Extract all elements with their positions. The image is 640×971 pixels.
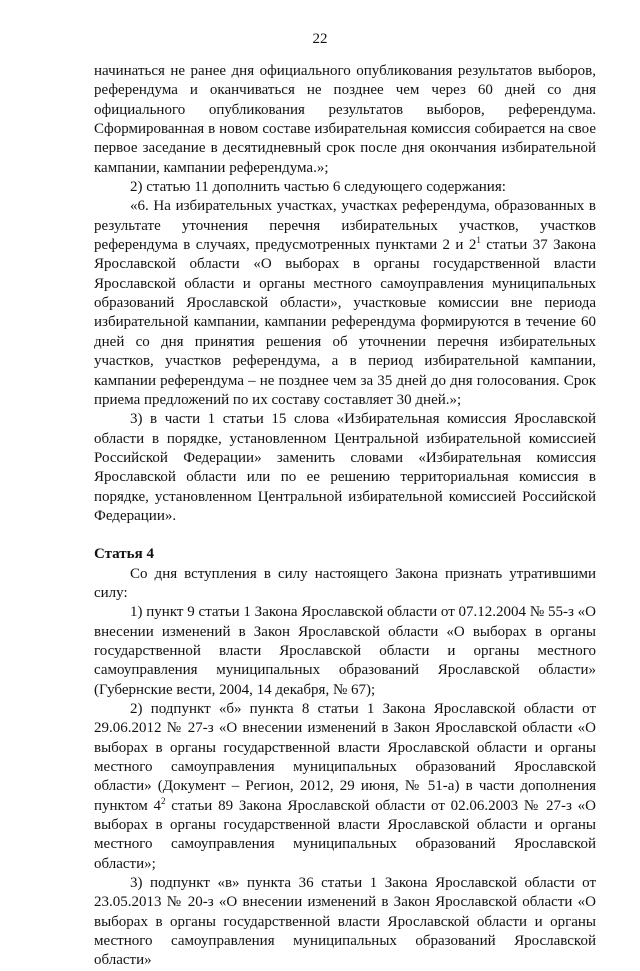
list-item-2-text-b: статьи 89 Закона Ярославской области от 02.06.2003 № 27-з «О выборах в органы государственной власти Ярославской области и органы местного самоуправления муниципальных образований Ярославской области»; <box>94 797 596 872</box>
paragraph-continuation: начинаться не ранее дня официального опубликования результатов выборов, референдума и оканчиваться не позднее чем через 60 дней со дня официального опубликования результатов выборов, референдума. Сформированная в новом составе избирательная комиссия собирается на свое первое заседание в десятидневный срок после дня окончания избирательной кампании, кампании референдума.»; <box>94 63 596 176</box>
paragraph-part-6 <box>94 197 596 410</box>
paragraph-part-6-text-b: статьи 37 Закона Ярославской области «О выборах в органы государственной власти Ярославской области и органы местного самоуправления муниципальных образований Ярославской области», участковые комиссии вне периода избирательной кампании, кампании референдума формируются в течение 60 дней со дня принятия решения об уточнении перечня избирательных участков, участков референдума, а в период избирательной кампании, кампании референдума – не позднее чем за 35 дней до дня голосования. Срок приема предложений по их составу составляет 30 дней.»; <box>94 237 596 408</box>
list-item-2 <box>94 700 596 874</box>
spacer <box>94 526 596 545</box>
paragraph-intro: Со дня вступления в силу настоящего Закона признать утратившими силу: <box>94 565 596 601</box>
document-body <box>94 62 596 971</box>
page-number: 22 <box>312 31 328 47</box>
paragraph-part-6-text-a: «6. На избирательных участках, участках референдума, образованных в результате уточнения перечня избирательных участков, участков референдума в случаях, предусмотренных пунктами 2 и 2 <box>94 198 596 254</box>
list-item-3: 3) подпункт «в» пункта 36 статьи 1 Закона Ярославской области от 23.05.2013 № 20-з «О внесении изменений в Закон Ярославской области «О выборах в органы государственной власти Ярославской области и органы местного самоуправления муниципальных образований Ярославской области» <box>94 875 596 969</box>
article-heading: Статья 4 <box>94 546 154 563</box>
superscript-2: 2 <box>160 795 166 806</box>
paragraph-item-3: 3) в части 1 статьи 15 слова «Избирательная комиссия Ярославской области в порядке, установленном Центральной избирательной комиссией Российской Федерации» заменить словами «Избирательная комиссия Ярославской области или по ее решению территориальная комиссия в порядке, установленном Центральной избирательной комиссией Российской Федерации». <box>94 411 596 524</box>
paragraph-item-2: 2) статью 11 дополнить частью 6 следующего содержания: <box>130 179 506 196</box>
list-item-2-text-a: 2) подпункт «б» пункта 8 статьи 1 Закона Ярославской области от 29.06.2012 № 27-з «О внесении изменений в Закон Ярославской области «О выборах в органы государственной власти Ярославской области и органы местного самоуправления муниципальных образований Ярославской области» (Документ – Регион, 2012, 29 июня, № 51-а) в части дополнения пунктом 4 <box>94 701 596 814</box>
superscript-1: 1 <box>476 235 481 246</box>
list-item-1: 1) пункт 9 статьи 1 Закона Ярославской области от 07.12.2004 № 55-з «О внесении изменений в Закон Ярославской области «О выборах в органы государственной власти Ярославской области и органы местного самоуправления муниципальных образований Ярославской области» (Губернские вести, 2004, 14 декабря, № 67); <box>94 604 596 698</box>
